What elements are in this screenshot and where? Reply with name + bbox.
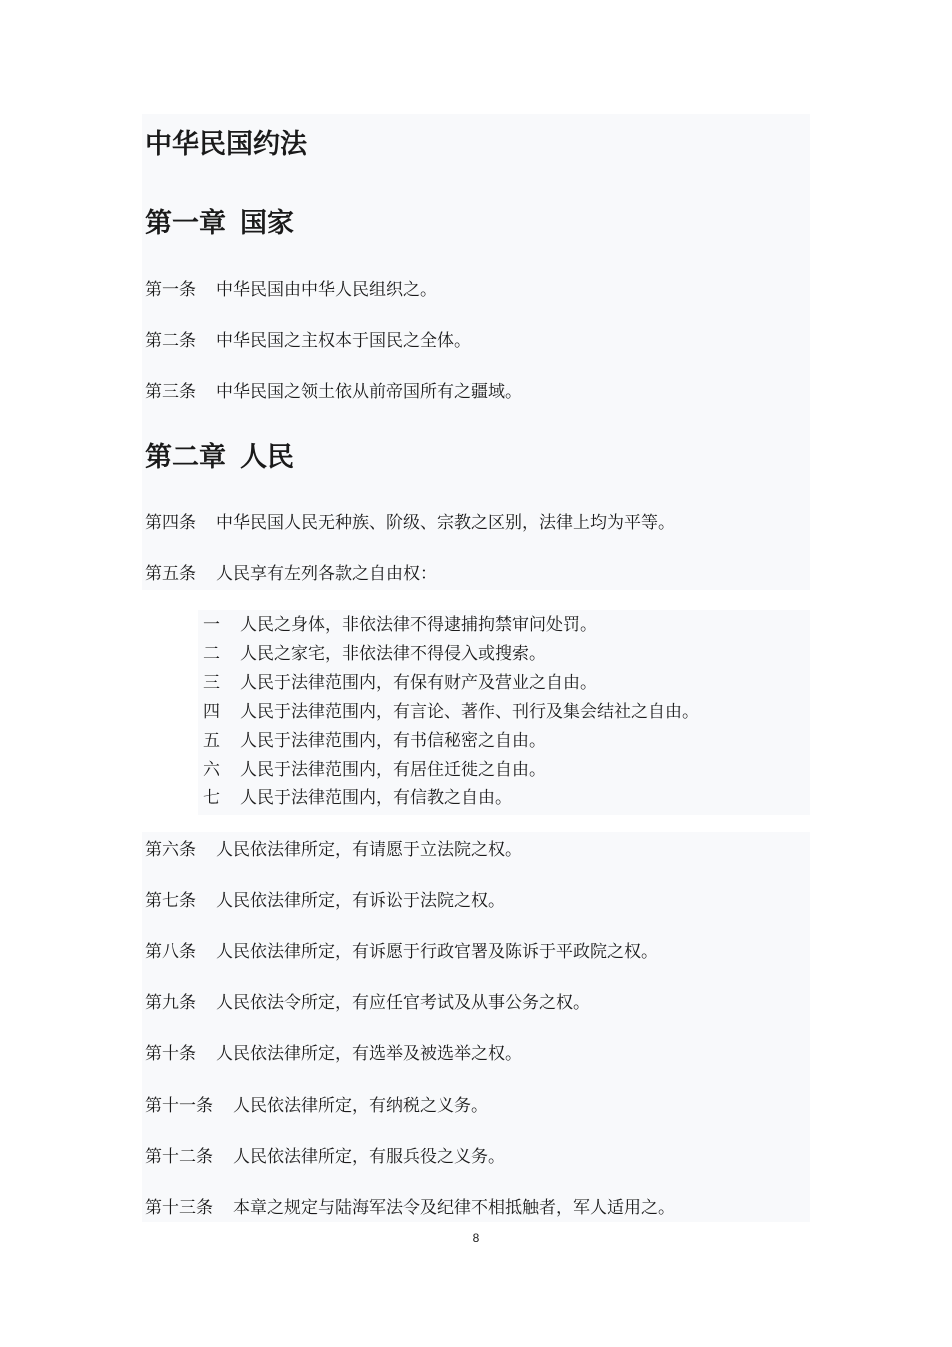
- article-12: [145, 1144, 505, 1170]
- freedom-item-3: [203, 670, 597, 696]
- article-text: 中华民国人民无种族、阶级、宗教之区别，法律上均为平等。: [216, 513, 675, 533]
- article-11: [145, 1093, 488, 1119]
- freedom-item-4: [203, 699, 699, 725]
- article-2: [145, 328, 471, 354]
- article-5: [145, 561, 437, 587]
- article-number: 第四条: [145, 513, 196, 533]
- article-text: 人民依法律所定，有服兵役之义务。: [233, 1147, 505, 1167]
- article-7: [145, 888, 505, 914]
- article-text: 本章之规定与陆海军法令及纪律不相抵触者，军人适用之。: [233, 1198, 675, 1218]
- item-text: 人民之身体，非依法律不得逮捕拘禁审问处罚。: [240, 615, 597, 635]
- article-9: [145, 990, 590, 1016]
- article-number: 第九条: [145, 993, 196, 1013]
- item-text: 人民于法律范围内，有保有财产及营业之自由。: [240, 673, 597, 693]
- article-number: 第三条: [145, 382, 196, 402]
- article-text: 人民依法律所定，有纳税之义务。: [233, 1096, 488, 1116]
- article-8: [145, 939, 658, 965]
- article-number: 第七条: [145, 891, 196, 911]
- article-text: 中华民国由中华人民组织之。: [216, 280, 437, 300]
- article-text: 人民享有左列各款之自由权：: [216, 564, 437, 584]
- chapter-label: 第二章: [145, 442, 226, 473]
- article-10: [145, 1041, 522, 1067]
- article-number: 第十三条: [145, 1198, 213, 1218]
- item-number: 七: [203, 788, 220, 808]
- item-number: 五: [203, 731, 220, 751]
- page-number: 8: [472, 1231, 480, 1245]
- article-number: 第十条: [145, 1044, 196, 1064]
- freedom-item-2: [203, 641, 546, 667]
- item-text: 人民于法律范围内，有居住迁徙之自由。: [240, 760, 546, 780]
- item-number: 四: [203, 702, 220, 722]
- article-text: 人民依法令所定，有应任官考试及从事公务之权。: [216, 993, 590, 1013]
- article-text: 人民依法律所定，有请愿于立法院之权。: [216, 840, 522, 860]
- article-text: 人民依法律所定，有诉讼于法院之权。: [216, 891, 505, 911]
- article-3: [145, 379, 522, 405]
- article-6: [145, 837, 522, 863]
- article-13: [145, 1195, 675, 1221]
- article-text: 人民依法律所定，有选举及被选举之权。: [216, 1044, 522, 1064]
- item-number: 一: [203, 615, 220, 635]
- freedom-item-6: [203, 757, 546, 783]
- item-text: 人民于法律范围内，有言论、著作、刊行及集会结社之自由。: [240, 702, 699, 722]
- article-number: 第六条: [145, 840, 196, 860]
- article-number: 第一条: [145, 280, 196, 300]
- article-number: 第八条: [145, 942, 196, 962]
- chapter-name: 人民: [240, 442, 294, 473]
- item-number: 六: [203, 760, 220, 780]
- chapter-title-2: [145, 438, 294, 478]
- article-number: 第十二条: [145, 1147, 213, 1167]
- chapter-title-1: [145, 204, 294, 244]
- page-title: 中华民国约法: [145, 129, 307, 160]
- article-number: 第十一条: [145, 1096, 213, 1116]
- item-text: 人民于法律范围内，有信教之自由。: [240, 788, 512, 808]
- article-text: 中华民国之领土依从前帝国所有之疆域。: [216, 382, 522, 402]
- freedom-item-5: [203, 728, 546, 754]
- article-text: 中华民国之主权本于国民之全体。: [216, 331, 471, 351]
- chapter-label: 第一章: [145, 208, 226, 239]
- article-number: 第二条: [145, 331, 196, 351]
- item-number: 二: [203, 644, 220, 664]
- item-text: 人民于法律范围内，有书信秘密之自由。: [240, 731, 546, 751]
- freedom-item-1: [203, 612, 597, 638]
- chapter-name: 国家: [240, 208, 294, 239]
- freedom-item-7: [203, 785, 512, 811]
- article-number: 第五条: [145, 564, 196, 584]
- article-text: 人民依法律所定，有诉愿于行政官署及陈诉于平政院之权。: [216, 942, 658, 962]
- article-1: [145, 277, 437, 303]
- item-text: 人民之家宅，非依法律不得侵入或搜索。: [240, 644, 546, 664]
- item-number: 三: [203, 673, 220, 693]
- article-4: [145, 510, 675, 536]
